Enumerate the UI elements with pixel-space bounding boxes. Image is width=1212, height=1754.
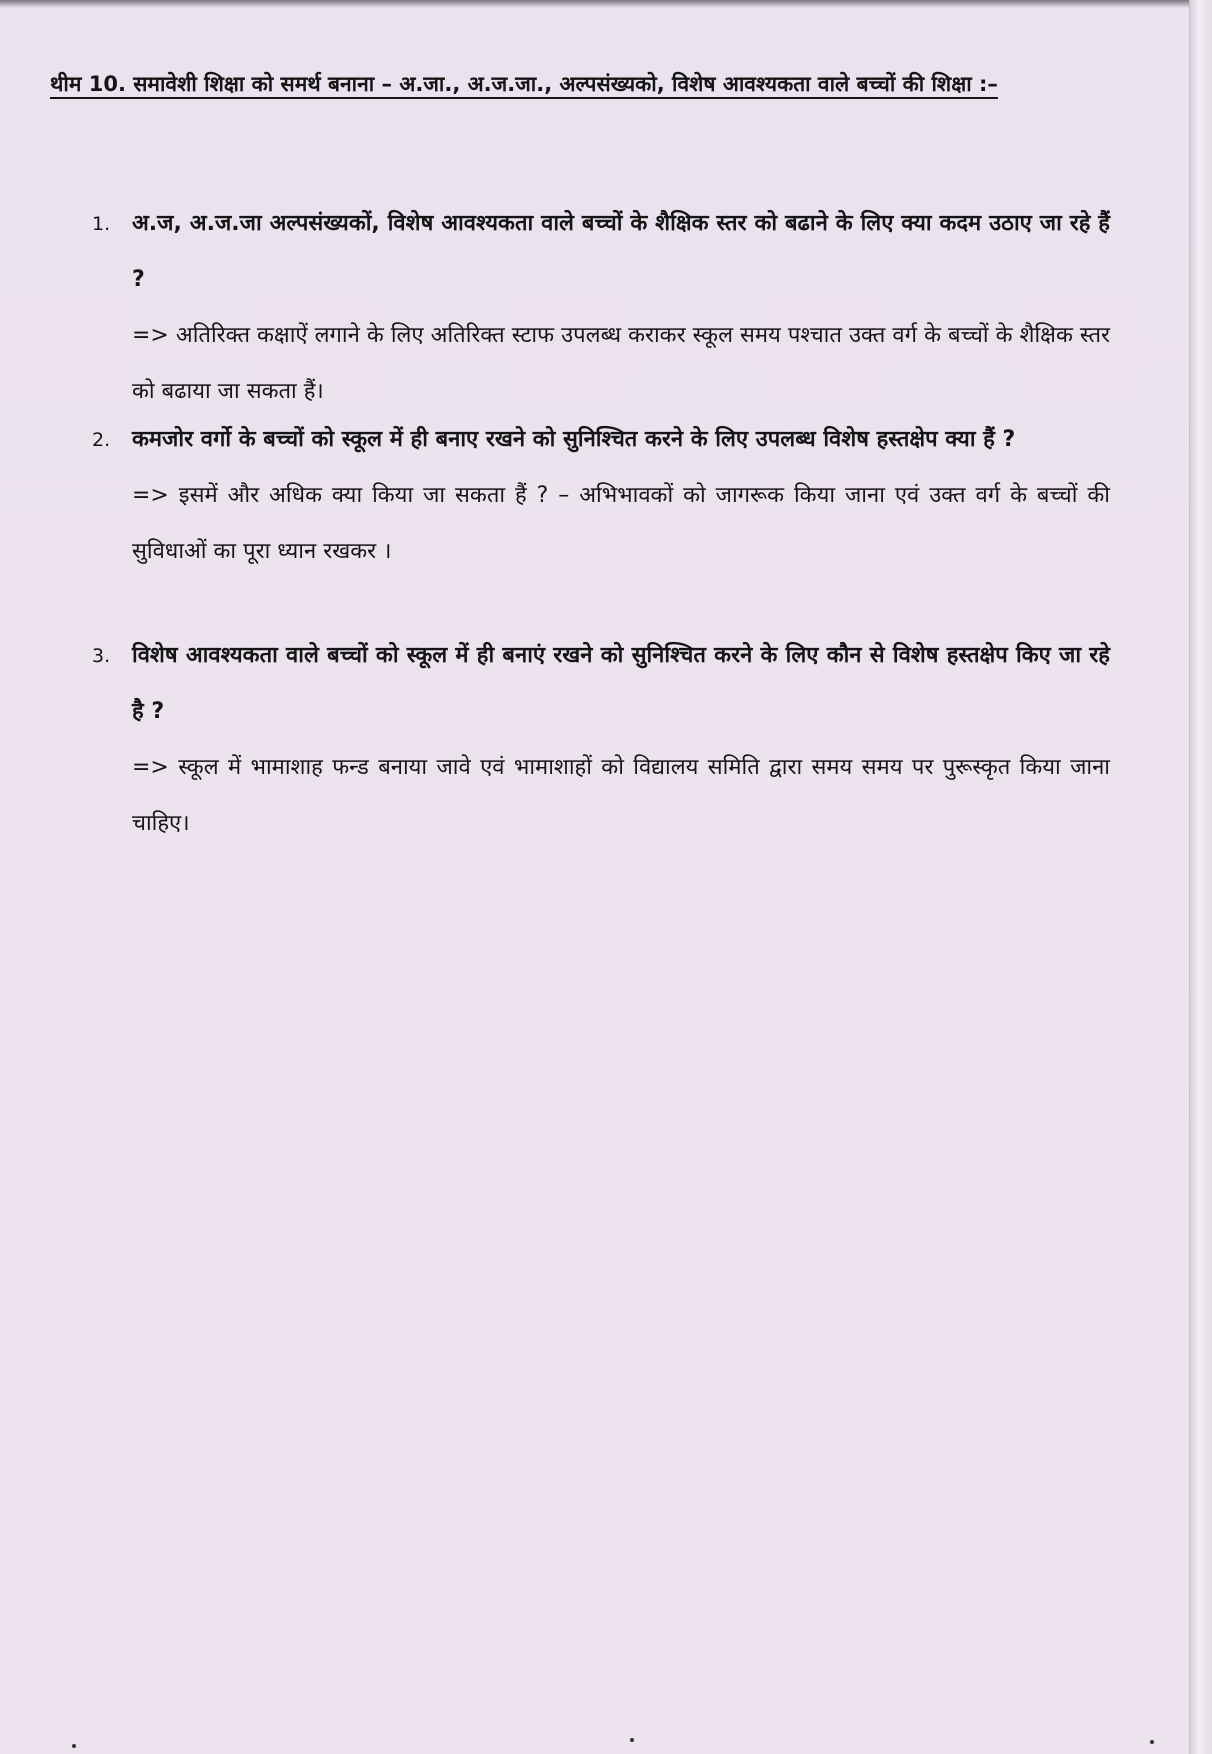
question-text: विशेष आवश्यकता वाले बच्चों को स्कूल में ही बनाएं रखने को सुनिश्चित करने के लिए कौन से विशेष हस्तक्षेप किए जा रहे है ? [132,643,1110,724]
answer-text: => अतिरिक्त कक्षाऐं लगाने के लिए अतिरिक्त स्टाफ उपलब्ध कराकर स्कूल समय पश्चात उक्त वर्ग के बच्चों के शैक्षिक स्तर को बढाया जा सकता हैं। [132,323,1110,404]
scan-speck [1150,1740,1154,1744]
question-item-3 [92,628,1110,852]
question-item-2 [92,412,1110,580]
item-number: 3. [92,645,111,667]
item-number: 2. [92,429,111,451]
answer-text: => स्कूल में भामाशाह फन्ड बनाया जावे एवं भामाशाहों को विद्यालय समिति द्वारा समय समय पर पुरूस्कृत किया जाना चाहिए। [132,755,1110,836]
heading-text: थीम 10. समावेशी शिक्षा को समर्थ बनाना – अ.जा., अ.ज.जा., अल्पसंख्यको, विशेष आवश्यकता वाले बच्चों की शिक्षा :– [50,72,998,96]
scan-shadow [0,0,1192,8]
scan-speck [630,1738,634,1742]
scan-speck [72,1744,76,1748]
question-text: कमजोर वर्गो के बच्चों को स्कूल में ही बनाए रखने को सुनिश्चित करने के लिए उपलब्ध विशेष हस्तक्षेप क्या हैं ? [132,427,1016,452]
answer-text: => इसमें और अधिक क्या किया जा सकता हैं ? – अभिभावकों को जागरूक किया जाना एवं उक्त वर्ग के बच्चों की सुविधाओं का पूरा ध्यान रखकर । [132,483,1110,564]
page-edge [1189,0,1212,1754]
item-number: 1. [92,213,111,235]
page-heading [50,64,1110,104]
question-text: अ.ज, अ.ज.जा अल्पसंख्यकों, विशेष आवश्यकता वाले बच्चों के शैक्षिक स्तर को बढाने के लिए क्या कदम उठाए जा रहे हैं ? [132,211,1110,292]
question-item-1 [92,196,1110,420]
